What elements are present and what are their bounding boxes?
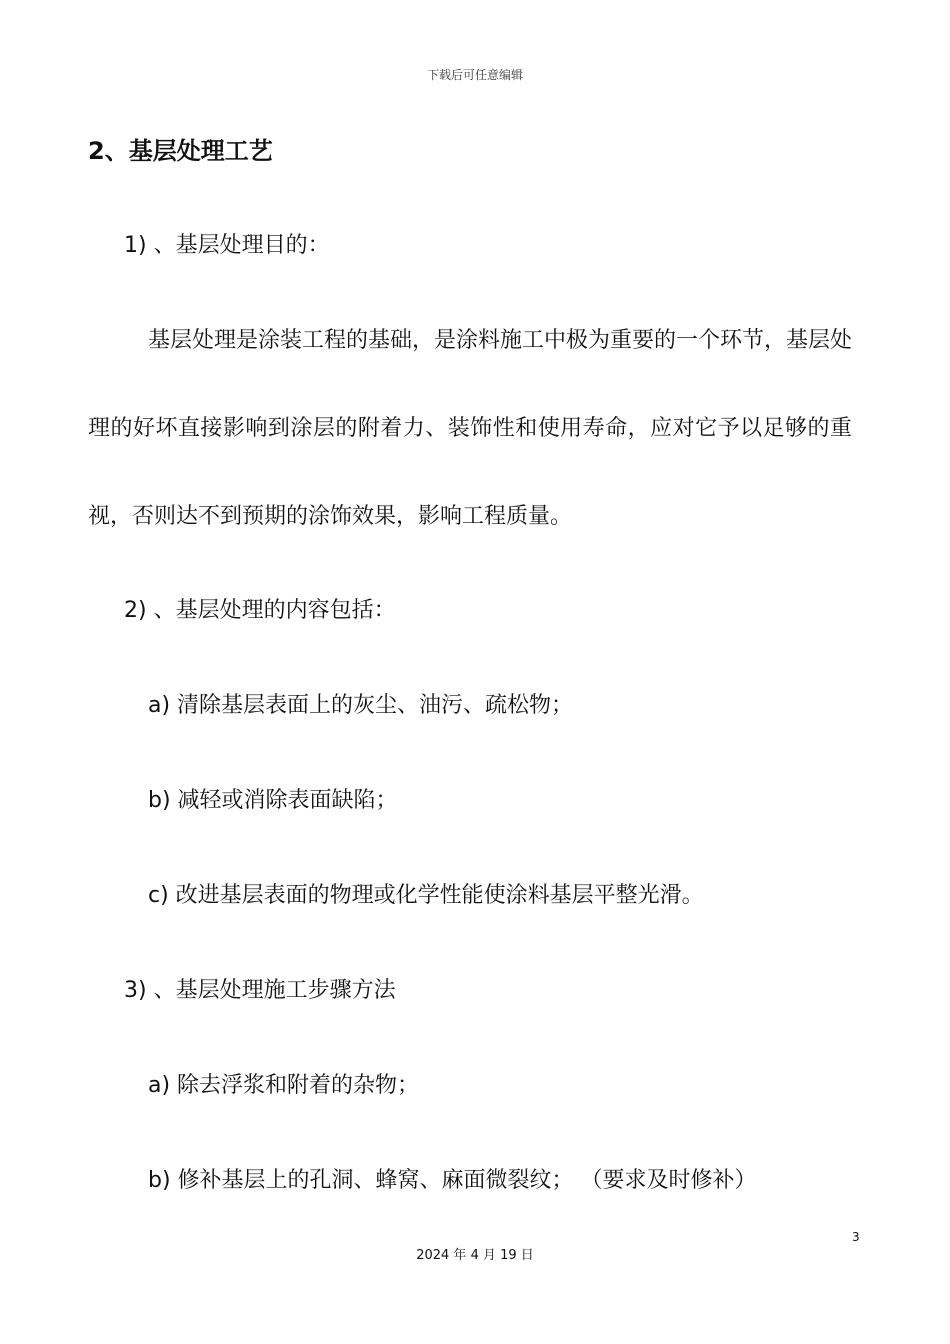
list-item: c) 改进基层表面的物理或化学性能使涂料基层平整光滑。	[148, 883, 704, 908]
page-header: 下载后可任意编辑	[426, 68, 523, 82]
item1-paragraph: 基层处理是涂装工程的基础，是涂料施工中极为重要的一个环节，基层处理的好坏直接影响到涂层的附着力、装饰性和使用寿命，应对它予以足够的重视，否则达不到预期的涂饰效果，影响工程质量。	[88, 328, 853, 529]
page-footer-date: 2024 年 4 月 19 日	[416, 1248, 534, 1263]
section-title: 2、基层处理工艺	[88, 137, 273, 165]
item1-heading: 1) 、基层处理目的：	[124, 233, 330, 258]
list-item: a) 清除基层表面上的灰尘、油污、疏松物；	[148, 693, 574, 718]
list-item: a) 除去浮浆和附着的杂物；	[148, 1073, 420, 1098]
list-item: b) 减轻或消除表面缺陷；	[148, 788, 398, 813]
list-item: b) 修补基层上的孔洞、蜂窝、麻面微裂纹； （要求及时修补）	[148, 1168, 757, 1193]
item2-heading: 2) 、基层处理的内容包括：	[124, 598, 396, 623]
item3-heading: 3) 、基层处理施工步骤方法	[124, 978, 396, 1003]
page-number: 3	[852, 1230, 860, 1244]
